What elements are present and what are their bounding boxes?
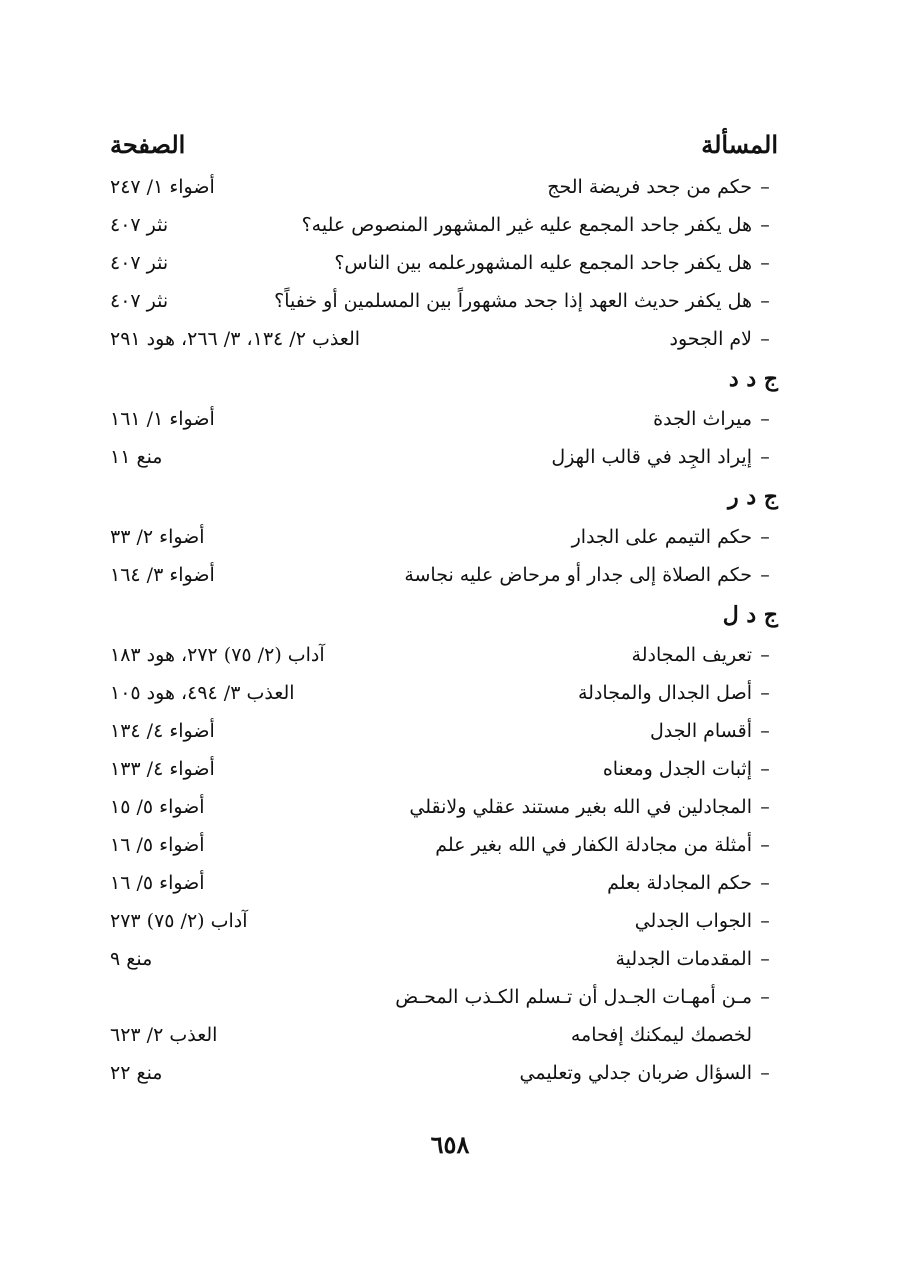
entry-dash: – [760, 214, 770, 236]
index-entry [110, 788, 778, 826]
entry-page-reference: نثر ٤٠٧ [110, 252, 169, 274]
index-entry [110, 1054, 778, 1092]
entry-page-reference: منع ١١ [110, 446, 163, 468]
entry-topic: هل يكفر جاحد المجمع عليه غير المشهور المنصوص عليه؟ [301, 214, 752, 236]
index-entry [110, 750, 778, 788]
entry-page-reference: العذب ٢/ ١٣٤، ٣/ ٢٦٦، هود ٢٩١ [110, 328, 361, 350]
entry-dash: – [760, 1062, 770, 1084]
entry-dash: – [760, 948, 770, 970]
index-entry [110, 864, 778, 902]
entry-page-reference: أضواء ٤/ ١٣٣ [110, 758, 215, 780]
entry-dash: – [760, 682, 770, 704]
entry-topic: أقسام الجدل [649, 720, 752, 742]
index-entry [110, 902, 778, 940]
entry-page-reference: أضواء ٥/ ١٥ [110, 796, 205, 818]
entry-page-reference: العذب ٢/ ٦٢٣ [110, 1024, 218, 1046]
page-number: ٦٥٨ [430, 1130, 470, 1159]
index-entry [110, 518, 778, 556]
entry-page-reference: نثر ٤٠٧ [110, 214, 169, 236]
root-heading: ج د ل [722, 602, 778, 628]
entry-page-reference: أضواء ٤/ ١٣٤ [110, 720, 215, 742]
index-header [110, 124, 778, 164]
entry-page-reference: أضواء ٥/ ١٦ [110, 834, 205, 856]
entry-topic: إثبات الجدل ومعناه [602, 758, 752, 780]
entry-page-reference: نثر ٤٠٧ [110, 290, 169, 312]
entry-dash: – [760, 910, 770, 932]
entry-page-reference: أضواء ٣/ ١٦٤ [110, 564, 215, 586]
entry-dash: – [760, 796, 770, 818]
entry-dash: – [760, 644, 770, 666]
entry-topic: أمثلة من مجادلة الكفار في الله بغير علم [435, 834, 752, 856]
index-entry [110, 674, 778, 712]
root-heading: ج د ر [728, 484, 778, 510]
entry-topic: تعريف المجادلة [631, 644, 752, 666]
index-entry [110, 282, 778, 320]
entry-dash: – [760, 986, 770, 1008]
entry-topic: لخصمك ليمكنك إفحامه [570, 1024, 752, 1046]
entry-topic: الجواب الجدلي [634, 910, 752, 932]
entry-dash: – [760, 446, 770, 468]
entry-dash: – [760, 408, 770, 430]
index-entry [110, 940, 778, 978]
index-entry [110, 168, 778, 206]
column-title-page: الصفحة [110, 129, 186, 159]
entry-topic: حكم من جحد فريضة الحج [547, 176, 752, 198]
index-entry-continuation [110, 1016, 778, 1054]
entry-dash: – [760, 252, 770, 274]
entry-dash: – [760, 720, 770, 742]
entry-topic: هل يكفر حديث العهد إذا جحد مشهوراً بين المسلمين أو خفياً؟ [274, 290, 752, 312]
entry-dash: – [760, 564, 770, 586]
entry-page-reference: آداب (٢/ ٧٥) ٢٧٢، هود ١٨٣ [110, 644, 325, 666]
entry-topic: ميراث الجدة [653, 408, 752, 430]
index-entry [110, 206, 778, 244]
index-entry [110, 400, 778, 438]
entry-page-reference: أضواء ٢/ ٣٣ [110, 526, 205, 548]
entry-page-reference: آداب (٢/ ٧٥) ٢٧٣ [110, 910, 248, 932]
entry-topic: حكم التيمم على الجدار [571, 526, 752, 548]
index-entry [110, 438, 778, 476]
index-entry [110, 826, 778, 864]
column-title-issue: المسألة [701, 129, 778, 159]
entry-page-reference: أضواء ١/ ١٦١ [110, 408, 215, 430]
entry-topic: السؤال ضربان جدلي وتعليمي [519, 1062, 752, 1084]
index-entry [110, 320, 778, 358]
entry-topic: المجادلين في الله بغير مستند عقلي ولانقلي [409, 796, 752, 818]
index-entry [110, 556, 778, 594]
entry-dash: – [760, 328, 770, 350]
entry-dash: – [760, 176, 770, 198]
entry-dash: – [760, 290, 770, 312]
entry-page-reference: منع ٢٢ [110, 1062, 163, 1084]
entry-topic: حكم الصلاة إلى جدار أو مرحاض عليه نجاسة [404, 564, 752, 586]
entry-page-reference: منع ٩ [110, 948, 153, 970]
entry-dash: – [760, 834, 770, 856]
entry-page-reference: أضواء ٥/ ١٦ [110, 872, 205, 894]
entry-dash: – [760, 758, 770, 780]
entry-dash: – [760, 526, 770, 548]
entry-topic: المقدمات الجدلية [615, 948, 752, 970]
entry-page-reference: أضواء ١/ ٢٤٧ [110, 176, 215, 198]
index-entry [110, 978, 778, 1016]
entry-topic: لام الجحود [669, 328, 752, 350]
index-entry [110, 244, 778, 282]
entry-page-reference: العذب ٣/ ٤٩٤، هود ١٠٥ [110, 682, 295, 704]
index-entry [110, 636, 778, 674]
entry-topic: مـن أمهـات الجـدل أن تـسلم الكـذب المحـض [395, 986, 752, 1008]
entry-topic: إيراد الجِد في قالب الهزل [551, 446, 752, 468]
entry-topic: هل يكفر جاحد المجمع عليه المشهورعلمه بين الناس؟ [334, 252, 752, 274]
index-list [110, 168, 778, 1092]
entry-topic: حكم المجادلة بعلم [607, 872, 752, 894]
root-heading: ج د د [728, 366, 778, 392]
index-entry [110, 712, 778, 750]
entry-dash: – [760, 872, 770, 894]
entry-topic: أصل الجدال والمجادلة [578, 682, 752, 704]
